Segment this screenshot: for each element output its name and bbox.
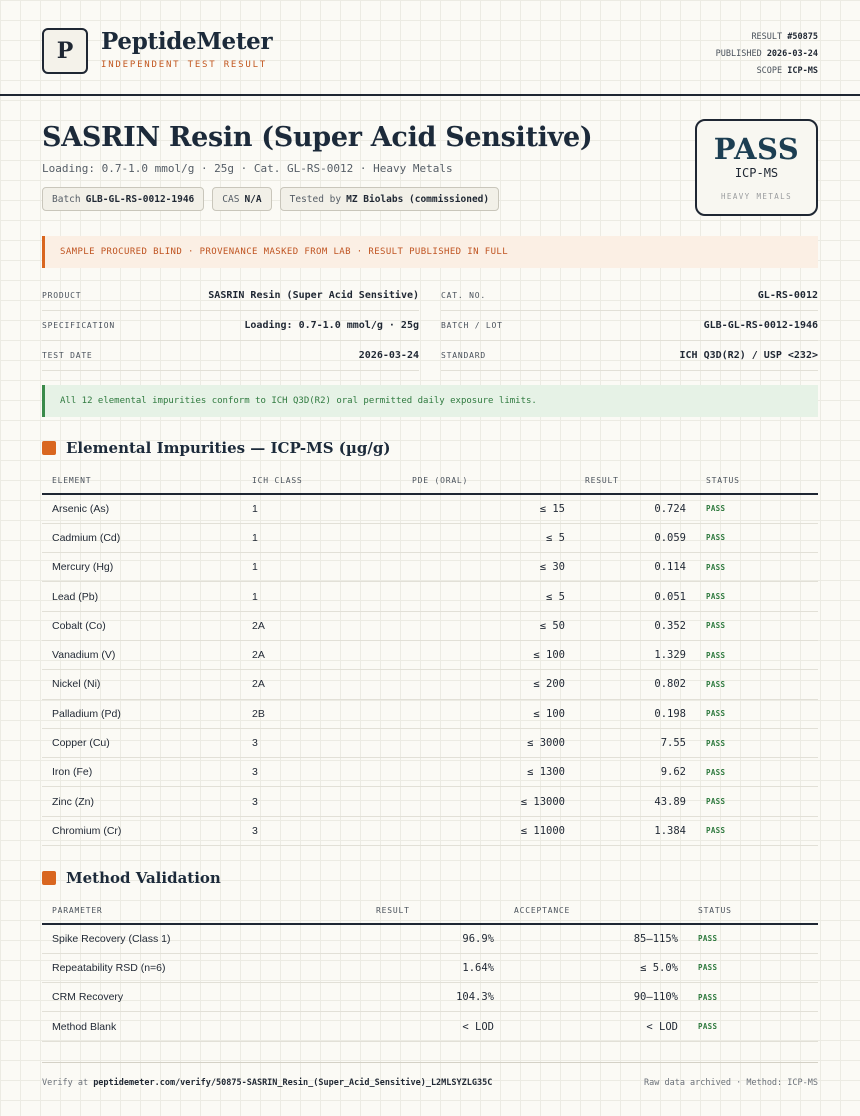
verify-link[interactable]: peptidemeter.com/verify/50875-SASRIN_Resin_(Super_Acid_Sensitive)_L2MLSYZLG35C [93, 1077, 493, 1088]
ich-class: 3 [242, 758, 402, 787]
element-name: Vanadium (V) [42, 640, 242, 669]
parameter-name: Repeatability RSD (n=6) [42, 953, 366, 982]
pde-limit: ≤ 13000 [402, 787, 575, 816]
table-row [42, 553, 818, 582]
status-badge: PASS [696, 582, 818, 611]
acceptance-criteria: ≤ 5.0% [504, 953, 688, 982]
info-row: CAT. NO. GL-RS-0012 [441, 281, 818, 311]
stamp-method: ICP-MS [734, 166, 779, 180]
status-badge: PASS [688, 983, 818, 1012]
table-row [42, 983, 818, 1012]
result-value: 0.802 [575, 670, 696, 699]
verify-line: Verify at peptidemeter.com/verify/50875-SASRIN_Resin_(Super_Acid_Sensitive)_L2MLSYZLG35C [42, 1077, 493, 1088]
table-row [42, 758, 818, 787]
acceptance-criteria: 90–110% [504, 983, 688, 1012]
batch-chip: Batch GLB-GL-RS-0012-1946 [42, 187, 204, 211]
element-name: Cadmium (Cd) [42, 523, 242, 552]
status-badge: PASS [696, 758, 818, 787]
result-value: 7.55 [575, 728, 696, 757]
result-value: 1.384 [575, 816, 696, 845]
result-value: 96.9% [366, 924, 504, 953]
result-value: 0.059 [575, 523, 696, 552]
element-name: Mercury (Hg) [42, 553, 242, 582]
pde-limit: ≤ 100 [402, 699, 575, 728]
element-name: Palladium (Pd) [42, 699, 242, 728]
table-row [42, 924, 818, 953]
stamp-verdict: PASS [713, 132, 800, 166]
table-row [42, 816, 818, 845]
page-header [0, 0, 860, 96]
pass-stamp [695, 119, 818, 216]
section-marker-icon [42, 871, 56, 885]
result-value: 1.64% [366, 953, 504, 982]
status-badge: PASS [688, 924, 818, 953]
pde-limit: ≤ 30 [402, 553, 575, 582]
table-row [42, 1012, 818, 1041]
acceptance-criteria: < LOD [504, 1012, 688, 1041]
table-row [42, 494, 818, 523]
status-badge: PASS [696, 787, 818, 816]
cas-chip: CAS N/A [212, 187, 271, 211]
section-marker-icon [42, 441, 56, 455]
status-badge: PASS [696, 611, 818, 640]
pde-limit: ≤ 5 [402, 523, 575, 552]
table-row [42, 670, 818, 699]
impurities-section-heading [42, 439, 390, 457]
table-row [42, 699, 818, 728]
scope: SCOPE ICP-MS [756, 66, 818, 76]
col-ich-class: ICH CLASS [242, 467, 402, 494]
archive-note: Raw data archived · Method: ICP-MS [644, 1077, 818, 1088]
page-footer [42, 1062, 818, 1102]
info-right [441, 281, 818, 371]
info-row: STANDARD ICH Q3D(R2) / USP <232> [441, 341, 818, 371]
pde-limit: ≤ 200 [402, 670, 575, 699]
table-header-row [42, 897, 818, 924]
table-row [42, 953, 818, 982]
ich-class: 2A [242, 670, 402, 699]
info-row: PRODUCT SASRIN Resin (Super Acid Sensitive) [42, 281, 419, 311]
result-meta [716, 29, 818, 80]
table-row [42, 787, 818, 816]
result-value: 0.724 [575, 494, 696, 523]
table-row [42, 728, 818, 757]
status-badge: PASS [696, 494, 818, 523]
conformity-notice: All 12 elemental impurities conform to ICH Q3D(R2) oral permitted daily exposure limits. [42, 385, 818, 417]
col-parameter: PARAMETER [42, 897, 366, 924]
status-badge: PASS [696, 728, 818, 757]
parameter-name: Method Blank [42, 1012, 366, 1041]
result-value: 1.329 [575, 640, 696, 669]
ich-class: 1 [242, 553, 402, 582]
validation-section-heading [42, 869, 221, 887]
validation-heading: Method Validation [66, 869, 221, 887]
pde-limit: ≤ 3000 [402, 728, 575, 757]
info-row: BATCH / LOT GLB-GL-RS-0012-1946 [441, 311, 818, 341]
acceptance-criteria: 85–115% [504, 924, 688, 953]
stamp-scope: HEAVY METALS [721, 192, 792, 201]
result-value: 0.352 [575, 611, 696, 640]
parameter-name: CRM Recovery [42, 983, 366, 1012]
element-name: Copper (Cu) [42, 728, 242, 757]
ich-class: 3 [242, 728, 402, 757]
page-title: SASRIN Resin (Super Acid Sensitive) [42, 122, 593, 153]
result-value: 104.3% [366, 983, 504, 1012]
brand-tagline: INDEPENDENT TEST RESULT [101, 60, 268, 70]
status-badge: PASS [696, 553, 818, 582]
ich-class: 1 [242, 494, 402, 523]
result-value: < LOD [366, 1012, 504, 1041]
element-name: Lead (Pb) [42, 582, 242, 611]
element-name: Nickel (Ni) [42, 670, 242, 699]
ich-class: 3 [242, 787, 402, 816]
status-badge: PASS [696, 699, 818, 728]
info-row: SPECIFICATION Loading: 0.7-1.0 mmol/g · 25g [42, 311, 419, 341]
blind-notice: SAMPLE PROCURED BLIND · PROVENANCE MASKED FROM LAB · RESULT PUBLISHED IN FULL [42, 236, 818, 268]
pde-limit: ≤ 100 [402, 640, 575, 669]
element-name: Iron (Fe) [42, 758, 242, 787]
status-badge: PASS [688, 953, 818, 982]
impurities-table [42, 467, 818, 846]
status-badge: PASS [696, 523, 818, 552]
logo-icon: P [42, 28, 88, 74]
status-badge: PASS [688, 1012, 818, 1041]
parameter-name: Spike Recovery (Class 1) [42, 924, 366, 953]
ich-class: 3 [242, 816, 402, 845]
pde-limit: ≤ 50 [402, 611, 575, 640]
published-date: PUBLISHED 2026-03-24 [715, 49, 818, 59]
pde-limit: ≤ 11000 [402, 816, 575, 845]
info-left [42, 281, 419, 371]
result-value: 0.051 [575, 582, 696, 611]
status-badge: PASS [696, 816, 818, 845]
pde-limit: ≤ 5 [402, 582, 575, 611]
product-subtitle: Loading: 0.7-1.0 mmol/g · 25g · Cat. GL-RS-0012 · Heavy Metals [42, 162, 453, 175]
table-row [42, 611, 818, 640]
col-element: ELEMENT [42, 467, 242, 494]
table-row [42, 582, 818, 611]
col-result: RESULT [366, 897, 504, 924]
tested-by-chip: Tested by MZ Biolabs (commissioned) [280, 187, 499, 211]
ich-class: 1 [242, 582, 402, 611]
ich-class: 2B [242, 699, 402, 728]
brand-name: PeptideMeter [101, 28, 273, 55]
status-badge: PASS [696, 670, 818, 699]
result-value: 0.114 [575, 553, 696, 582]
col-acceptance: ACCEPTANCE [504, 897, 688, 924]
impurities-heading: Elemental Impurities — ICP-MS (µg/g) [66, 439, 391, 457]
table-row [42, 640, 818, 669]
pde-limit: ≤ 15 [402, 494, 575, 523]
table-header-row [42, 467, 818, 494]
element-name: Chromium (Cr) [42, 816, 242, 845]
table-row [42, 523, 818, 552]
pde-limit: ≤ 1300 [402, 758, 575, 787]
col-status: STATUS [688, 897, 818, 924]
col-result: RESULT [575, 467, 696, 494]
col-pde: PDE (ORAL) [402, 467, 575, 494]
status-badge: PASS [696, 640, 818, 669]
col-status: STATUS [696, 467, 818, 494]
result-value: 43.89 [575, 787, 696, 816]
validation-table [42, 897, 818, 1042]
element-name: Arsenic (As) [42, 494, 242, 523]
element-name: Zinc (Zn) [42, 787, 242, 816]
ich-class: 1 [242, 523, 402, 552]
ich-class: 2A [242, 611, 402, 640]
element-name: Cobalt (Co) [42, 611, 242, 640]
result-id: RESULT #50875 [751, 32, 818, 42]
result-value: 9.62 [575, 758, 696, 787]
result-value: 0.198 [575, 699, 696, 728]
product-chips [42, 187, 499, 211]
ich-class: 2A [242, 640, 402, 669]
info-row: TEST DATE 2026-03-24 [42, 341, 419, 371]
